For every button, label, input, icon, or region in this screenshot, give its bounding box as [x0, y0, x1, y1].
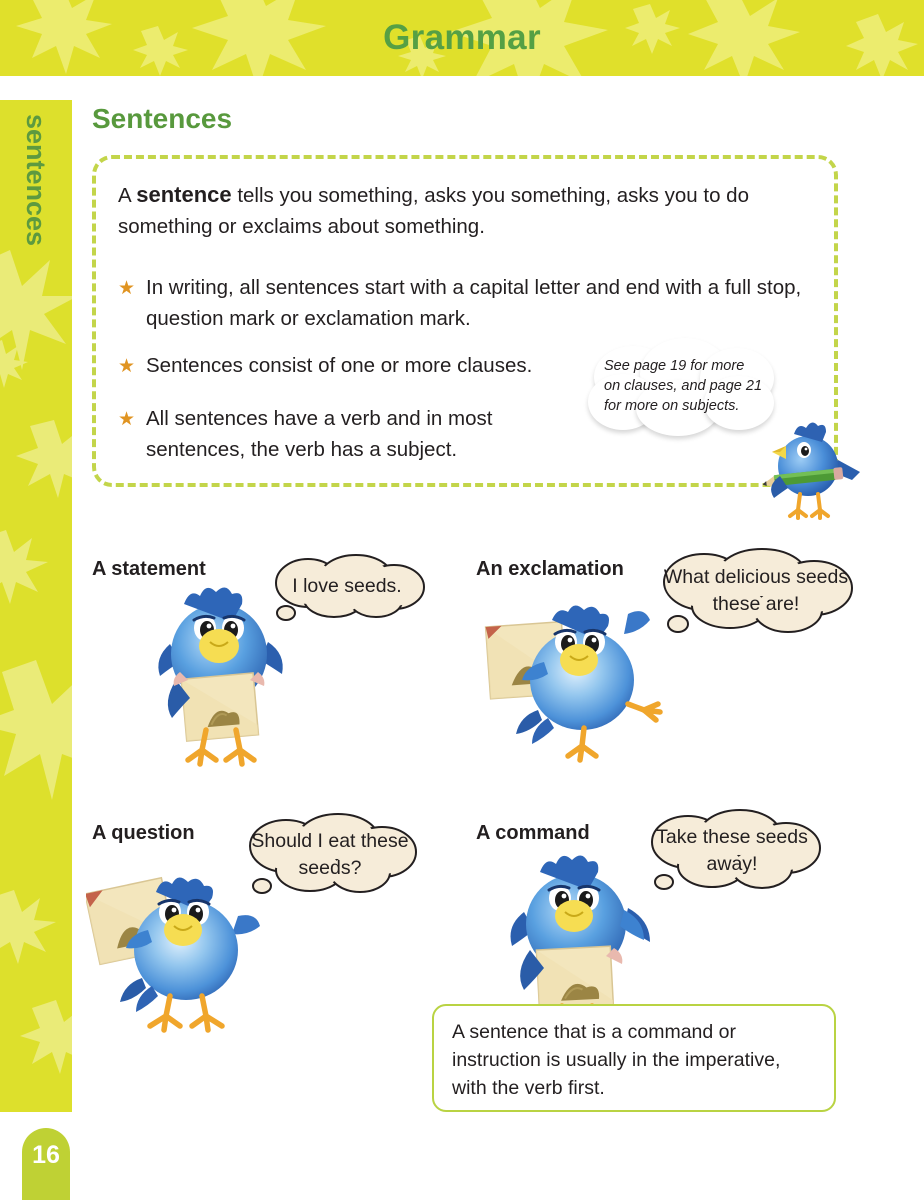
definition-bullet-1-text: In writing, all sentences start with a capital letter and end with a full stop, question mark or exclamation mark.: [146, 276, 802, 330]
definition-bullet-2-text: Sentences consist of one or more clauses.: [146, 354, 533, 377]
speech-bubble-exclamation-text: What delicious seeds these are!: [663, 566, 849, 615]
section-title: Sentences: [92, 103, 233, 134]
speech-bubble-command: [640, 808, 824, 900]
lead-rest: tells you something, asks you something, asks you to do something or exclaims about something.: [118, 184, 749, 238]
lead-prefix: A: [118, 184, 137, 207]
page-number: 16: [22, 1128, 70, 1200]
speech-bubble-statement-text: I love seeds.: [292, 575, 402, 597]
example-label-command: A command: [476, 822, 590, 844]
sidebar-tab-sentences[interactable]: [0, 100, 72, 1112]
example-label-question: A question: [92, 822, 195, 844]
sidebar-tab-label: sentences: [21, 114, 51, 247]
speech-bubble-statement: [264, 553, 430, 623]
imperative-note-box: [432, 1004, 836, 1112]
page-header-band: [0, 0, 924, 76]
speech-bubble-question: [240, 812, 420, 904]
bird-with-pencil-mascot: [756, 414, 866, 522]
page-title: Grammar: [383, 18, 541, 57]
definition-bullet-3-text: All sentences have a verb and in most sentences, the verb has a subject.: [146, 407, 493, 461]
definition-bullet-2: [118, 350, 596, 381]
star-bullet-icon: ★: [118, 278, 136, 299]
definition-bullet-3: [118, 403, 576, 465]
cloud-note-callout: [588, 338, 778, 434]
definition-lead-paragraph: [118, 179, 818, 242]
bird-exclamation: [478, 592, 668, 767]
speech-bubble-command-text: Take these seeds away!: [656, 826, 808, 875]
example-label-exclamation: An exclamation: [476, 558, 624, 580]
star-bullet-icon: ★: [118, 356, 136, 377]
definition-bullet-1: [118, 272, 836, 334]
star-bullet-icon: ★: [118, 409, 136, 430]
lead-bold-term: sentence: [136, 182, 232, 207]
speech-bubble-question-text: Should I eat these seeds?: [251, 830, 409, 879]
speech-bubble-exclamation: [652, 548, 860, 640]
example-label-statement: A statement: [92, 558, 206, 580]
imperative-note-text: A sentence that is a command or instruction is usually in the imperative, with the verb first.: [452, 1021, 781, 1099]
definition-box: [92, 155, 838, 487]
cloud-note-text: See page 19 for more on clauses, and page 21 for more on subjects.: [604, 358, 763, 414]
